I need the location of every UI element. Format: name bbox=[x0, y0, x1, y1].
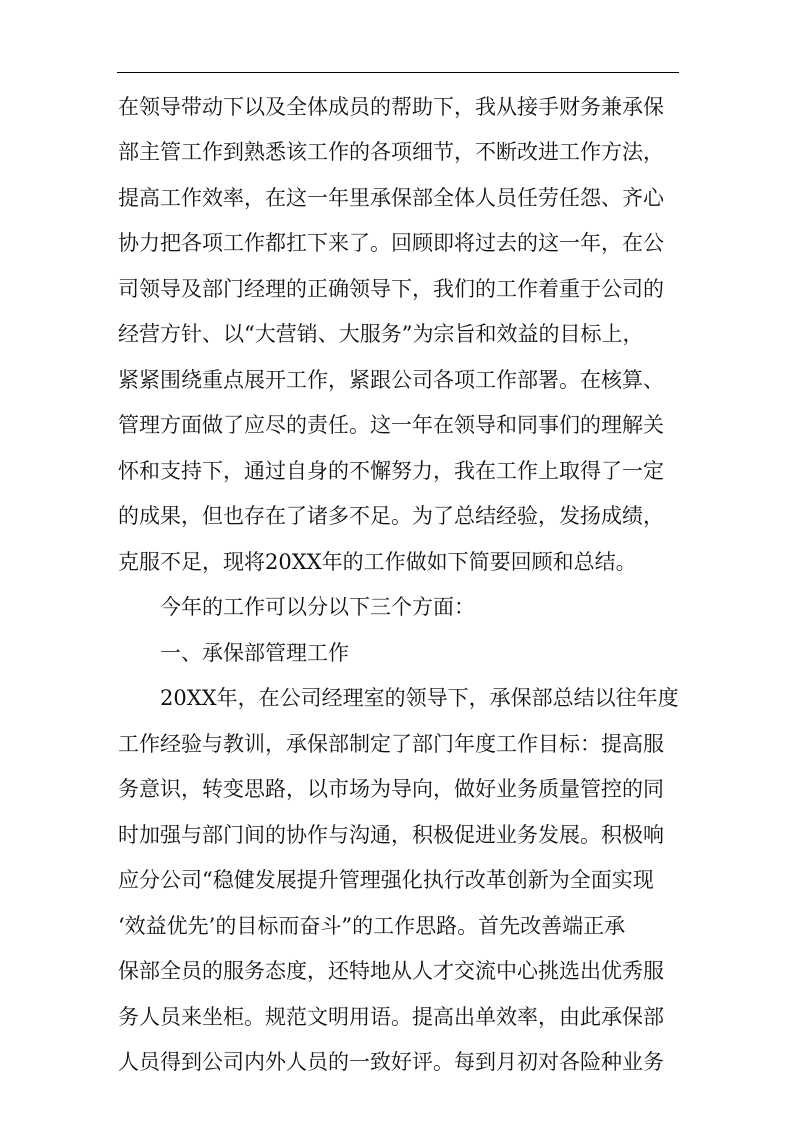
body-line: 20XX年，在公司经理室的领导下，承保部总结以往年度 bbox=[160, 686, 679, 710]
body-line: 人员得到公司内外人员的一致好评。每到月初对各险种业务 bbox=[118, 1050, 664, 1074]
body-line: 工作经验与教训，承保部制定了部门年度工作目标：提高服 bbox=[118, 732, 664, 756]
body-line: 提高工作效率，在这一年里承保部全体人员任劳任怨、齐心 bbox=[118, 186, 664, 210]
section-heading: 一、承保部管理工作 bbox=[160, 641, 349, 665]
body-line: ‘效益优先’的目标而奋斗”的工作思路。首先改善端正承 bbox=[118, 914, 626, 938]
body-line: 的成果，但也存在了诸多不足。为了总结经验，发扬成绩， bbox=[118, 504, 664, 528]
body-line: 管理方面做了应尽的责任。这一年在领导和同事们的理解关 bbox=[118, 413, 664, 437]
header-rule bbox=[117, 72, 679, 73]
body-line: 在领导带动下以及全体成员的帮助下，我从接手财务兼承保 bbox=[118, 95, 664, 119]
body-line: 应分公司“稳健发展提升管理强化执行改革创新为全面实现 bbox=[118, 868, 654, 892]
body-line: 务人员来坐柜。规范文明用语。提高出单效率，由此承保部 bbox=[118, 1005, 664, 1029]
body-line: 怀和支持下，通过自身的不懈努力，我在工作上取得了一定 bbox=[118, 459, 664, 483]
body-line: 经营方针、以“大营销、大服务”为宗旨和效益的目标上， bbox=[118, 322, 644, 346]
body-line: 协力把各项工作都扛下来了。回顾即将过去的这一年，在公 bbox=[118, 231, 664, 255]
body-line: 保部全员的服务态度，还特地从人才交流中心挑选出优秀服 bbox=[118, 959, 664, 983]
body-line: 克服不足，现将20XX年的工作做如下简要回顾和总结。 bbox=[118, 550, 637, 574]
body-line: 司领导及部门经理的正确领导下，我们的工作着重于公司的 bbox=[118, 277, 664, 301]
paragraph-intro: 今年的工作可以分以下三个方面： bbox=[160, 595, 475, 619]
body-line: 务意识，转变思路，以市场为导向，做好业务质量管控的同 bbox=[118, 777, 664, 801]
body-line: 部主管工作到熟悉该工作的各项细节，不断改进工作方法， bbox=[118, 140, 664, 164]
body-line: 紧紧围绕重点展开工作，紧跟公司各项工作部署。在核算、 bbox=[118, 368, 664, 392]
body-line: 时加强与部门间的协作与沟通，积极促进业务发展。积极响 bbox=[118, 823, 664, 847]
